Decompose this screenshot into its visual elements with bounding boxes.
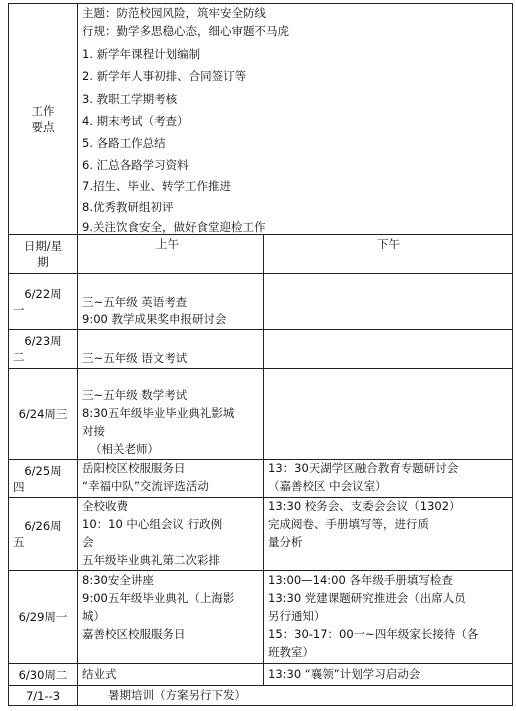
am-event: 9:00 教学成果奖申报研讨会 [82,312,227,326]
work-item: 5. 各路工作总结 [82,136,166,150]
row-divider [8,685,513,686]
pm-event: （嘉善校区 中会议室） [268,479,387,493]
work-item: 8.优秀教研组初评 [82,200,174,214]
am-event: 暑期培训（方案另行下发） [108,688,246,702]
pm-event: 13:30 党建课题研究推进会（出席人员 [268,591,466,605]
date-text: 6/29周一 [18,610,68,624]
work-item: 4. 期末考试（考查） [82,114,189,128]
work-item: 7.招生、毕业、转学工作推进 [82,179,231,193]
date-column-header-line: 日期/星 [23,239,63,253]
row-divider [8,459,513,460]
row-divider [8,368,513,369]
date-cell [9,274,77,329]
work-points-header-line: 要点 [31,120,55,134]
date-text: 6/23周 [24,334,62,348]
pm-event: 班教室） [268,645,314,659]
table-border-bottom [8,705,513,706]
pm-event: 13：30天湖学区融合教育专题研讨会 [268,461,459,475]
date-text: 6/26周 [24,519,62,533]
date-text: 7/1--3 [25,688,61,703]
date-text: 二 [13,350,25,364]
work-action: 行规：勤学多思稳心态，细心审题不马虎 [82,24,289,38]
am-column-header: 上午 [156,237,179,251]
pm-event: 13:00—14:00 各年级手册填写检查 [268,573,453,587]
work-item: 9.关注饮食安全，做好食堂迎检工作 [82,220,266,234]
work-item: 3. 教职工学期考核 [82,92,178,106]
date-cell [9,664,77,685]
am-event: 9:00五年级毕业典礼（上海影 [82,591,235,605]
am-event: 结业式 [82,667,117,681]
work-theme: 主题：防范校园风险，筑牢安全防线 [82,6,266,20]
am-event: 三~五年级 英语考查 [82,295,188,309]
pm-event: 另行通知） [268,609,326,623]
pm-event: 量分析 [268,535,303,549]
am-event: 会 [82,535,94,549]
am-event: 城） [82,609,105,623]
am-event: 三~五年级 语文考试 [82,351,188,365]
schedule-table [8,3,513,706]
am-event: 全校收费 [82,499,128,513]
date-cell [9,571,77,663]
pm-column-header: 下午 [377,237,400,251]
pm-event: 13:30 “襄领”计划学习启动会 [268,667,421,681]
pm-event: 15：30-17：00一~四年级家长接待（各 [268,627,479,641]
date-text: 四 [13,479,25,494]
work-item: 6. 汇总各路学习资料 [82,158,189,172]
am-event: 五年级毕业典礼第二次彩排 [82,553,220,567]
date-column-header [9,235,77,273]
date-text: 五 [13,535,25,549]
row-divider [8,273,513,274]
row-divider [8,329,513,330]
date-text: 6/24周三 [18,407,68,421]
am-event: 8:30五年级毕业毕业典礼影城 [82,406,235,420]
pm-event: 完成阅卷、手册填写等，进行质 [268,517,429,531]
am-event: 10：10 中心组会议 行政例 [82,517,223,531]
am-event: 对接 [82,424,105,438]
date-cell [9,369,77,459]
table-border-right [512,3,513,706]
am-event: 三~五年级 数学考试 [82,388,188,402]
work-points-header [9,4,77,234]
am-event: 嘉善校区校服服务日 [82,627,186,641]
date-text: 6/25周 [24,463,62,478]
date-column-header-line: 期 [37,255,49,269]
am-event: “幸福中队”交流评选活动 [82,479,209,493]
work-item: 2. 新学年人事初排、合同签订等 [82,69,247,83]
date-text: 6/30周二 [18,667,68,682]
date-text: 6/22周 [24,286,62,301]
work-item: 1. 新学年课程计划编制 [82,47,201,61]
date-cell [9,498,77,570]
date-text: 一 [13,302,25,317]
am-event: （相关老师） [90,442,159,456]
pm-event: 13:30 校务会、支委会会议（1302） [268,499,461,513]
work-points-header-line: 工作 [31,104,55,118]
row-divider [8,663,513,664]
row-divider [8,497,513,498]
am-event: 8:30安全讲座 [82,573,154,587]
row-divider [8,570,513,571]
am-event: 岳阳校区校服服务日 [82,461,186,475]
column-divider [77,3,78,706]
column-divider [263,234,264,685]
table-border-top [8,3,513,4]
date-cell [9,460,77,497]
date-cell [9,686,77,705]
date-cell [9,330,77,368]
